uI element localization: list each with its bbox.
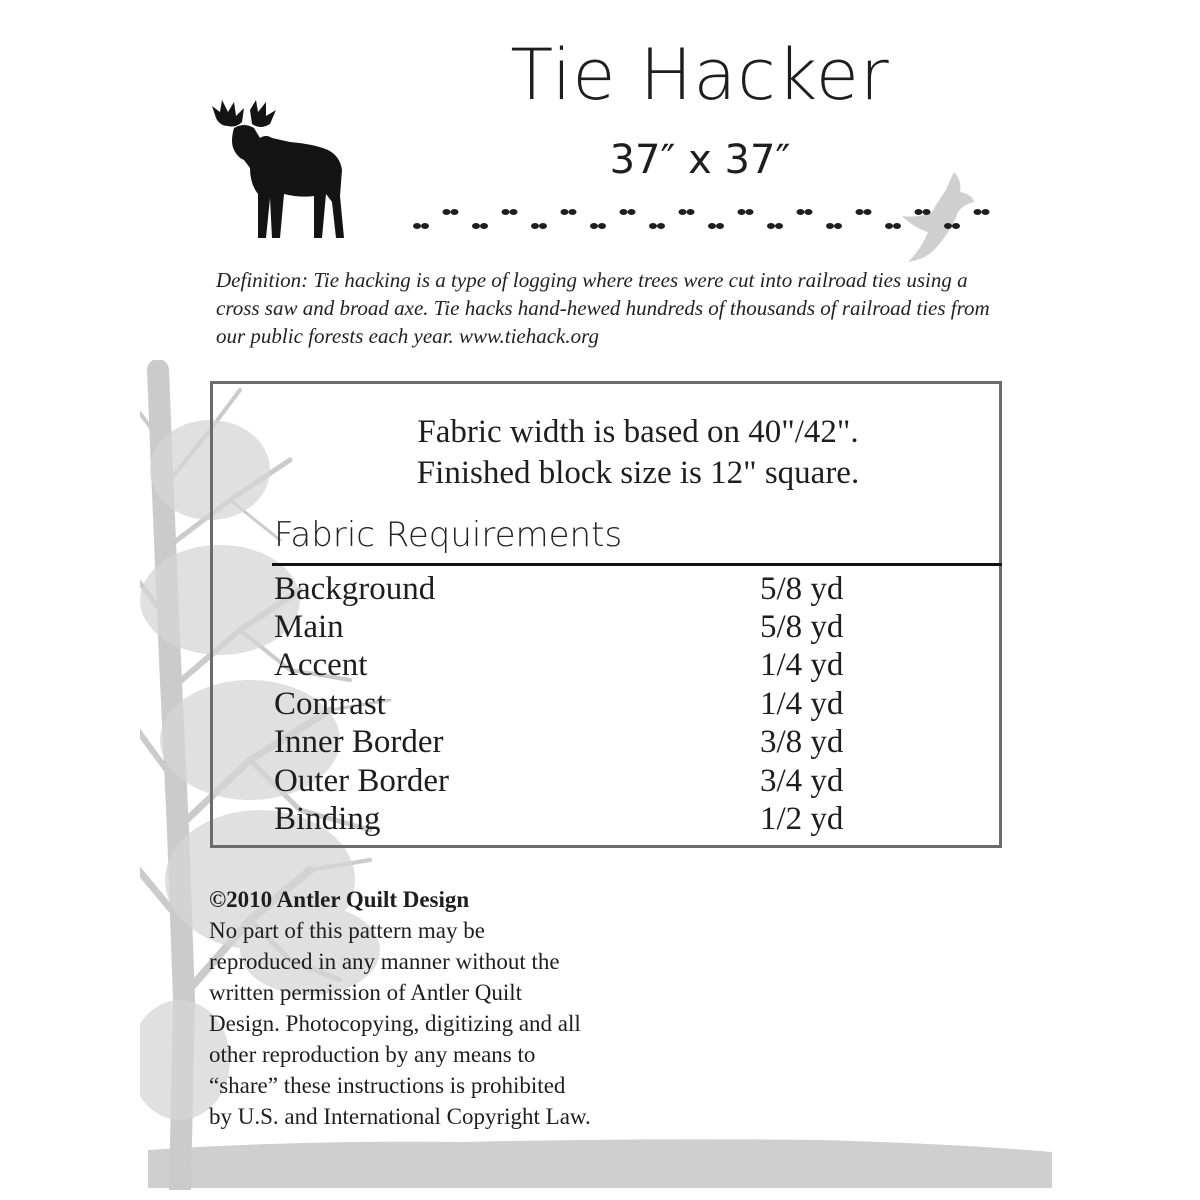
fabric-info (280, 412, 996, 494)
fabric-name: Binding (274, 801, 381, 838)
fabric-amount: 1/2 yd (760, 801, 844, 838)
moose-silhouette (210, 98, 350, 240)
hoof-print (561, 209, 577, 215)
hoof-print (590, 223, 606, 229)
hoof-print (915, 209, 931, 215)
requirement-row (274, 647, 974, 685)
copyright-line: No part of this pattern may be (209, 918, 485, 943)
requirement-row (274, 608, 974, 646)
hoof-print (531, 223, 547, 229)
hoof-print (708, 223, 724, 229)
block-size-note: Finished block size is 12" square. (416, 455, 860, 491)
hoof-print (413, 223, 429, 229)
fabric-amount: 5/8 yd (760, 609, 844, 646)
copyright-line: written permission of Antler Quilt (209, 980, 523, 1005)
copyright-line: “share” these instructions is prohibited (209, 1073, 566, 1098)
fabric-amount: 3/4 yd (760, 762, 844, 799)
fabric-amount: 5/8 yd (760, 570, 844, 607)
fabric-name: Accent (274, 647, 368, 684)
pattern-title: Tie Hacker (510, 34, 890, 116)
requirement-row (274, 724, 974, 762)
hoof-print (826, 223, 842, 229)
copyright-notice (209, 884, 689, 1132)
copyright-line: Design. Photocopying, digitizing and all (209, 1011, 581, 1036)
hoof-print (620, 209, 636, 215)
hoof-print (738, 209, 754, 215)
hoof-print (944, 223, 960, 229)
hoof-print (885, 223, 901, 229)
hoof-print (797, 209, 813, 215)
copyright-heading: ©2010 Antler Quilt Design (209, 887, 470, 912)
fabric-name: Background (274, 570, 436, 607)
requirements-heading: Fabric Requirements (274, 515, 623, 555)
hoof-print (472, 223, 488, 229)
fabric-amount: 1/4 yd (760, 685, 844, 722)
fabric-name: Main (274, 609, 344, 646)
hoof-print (679, 209, 695, 215)
requirement-row (274, 762, 974, 800)
heading-rule (272, 563, 1002, 566)
hoof-print (649, 223, 665, 229)
fabric-name: Outer Border (274, 762, 450, 799)
hoof-print (767, 223, 783, 229)
hoof-print (974, 209, 990, 215)
animal-tracks (410, 200, 1010, 240)
requirement-row (274, 800, 974, 838)
requirement-row (274, 685, 974, 723)
hoof-print (856, 209, 872, 215)
hoof-print (502, 209, 518, 215)
fabric-amount: 1/4 yd (760, 647, 844, 684)
requirement-row (274, 570, 974, 608)
fabric-name: Contrast (274, 685, 386, 722)
fabric-amount: 3/8 yd (760, 724, 844, 761)
definition-text: Definition: Tie hacking is a type of logging where trees were cut into railroad ties using a cross saw and broad axe. Tie hacks hand-hewed hundreds of thousands of railroad ties from our public forests each year. www.tiehack.org (216, 268, 990, 348)
quilt-size: 37″ x 37″ (609, 137, 791, 183)
copyright-line: other reproduction by any means to (209, 1042, 536, 1067)
fabric-name: Inner Border (274, 724, 444, 761)
hoof-print (443, 209, 459, 215)
copyright-line: reproduced in any manner without the (209, 949, 560, 974)
copyright-line: by U.S. and International Copyright Law. (209, 1104, 591, 1129)
fabric-width-note: Fabric width is based on 40"/42". (417, 414, 859, 450)
requirements-table (274, 570, 974, 839)
